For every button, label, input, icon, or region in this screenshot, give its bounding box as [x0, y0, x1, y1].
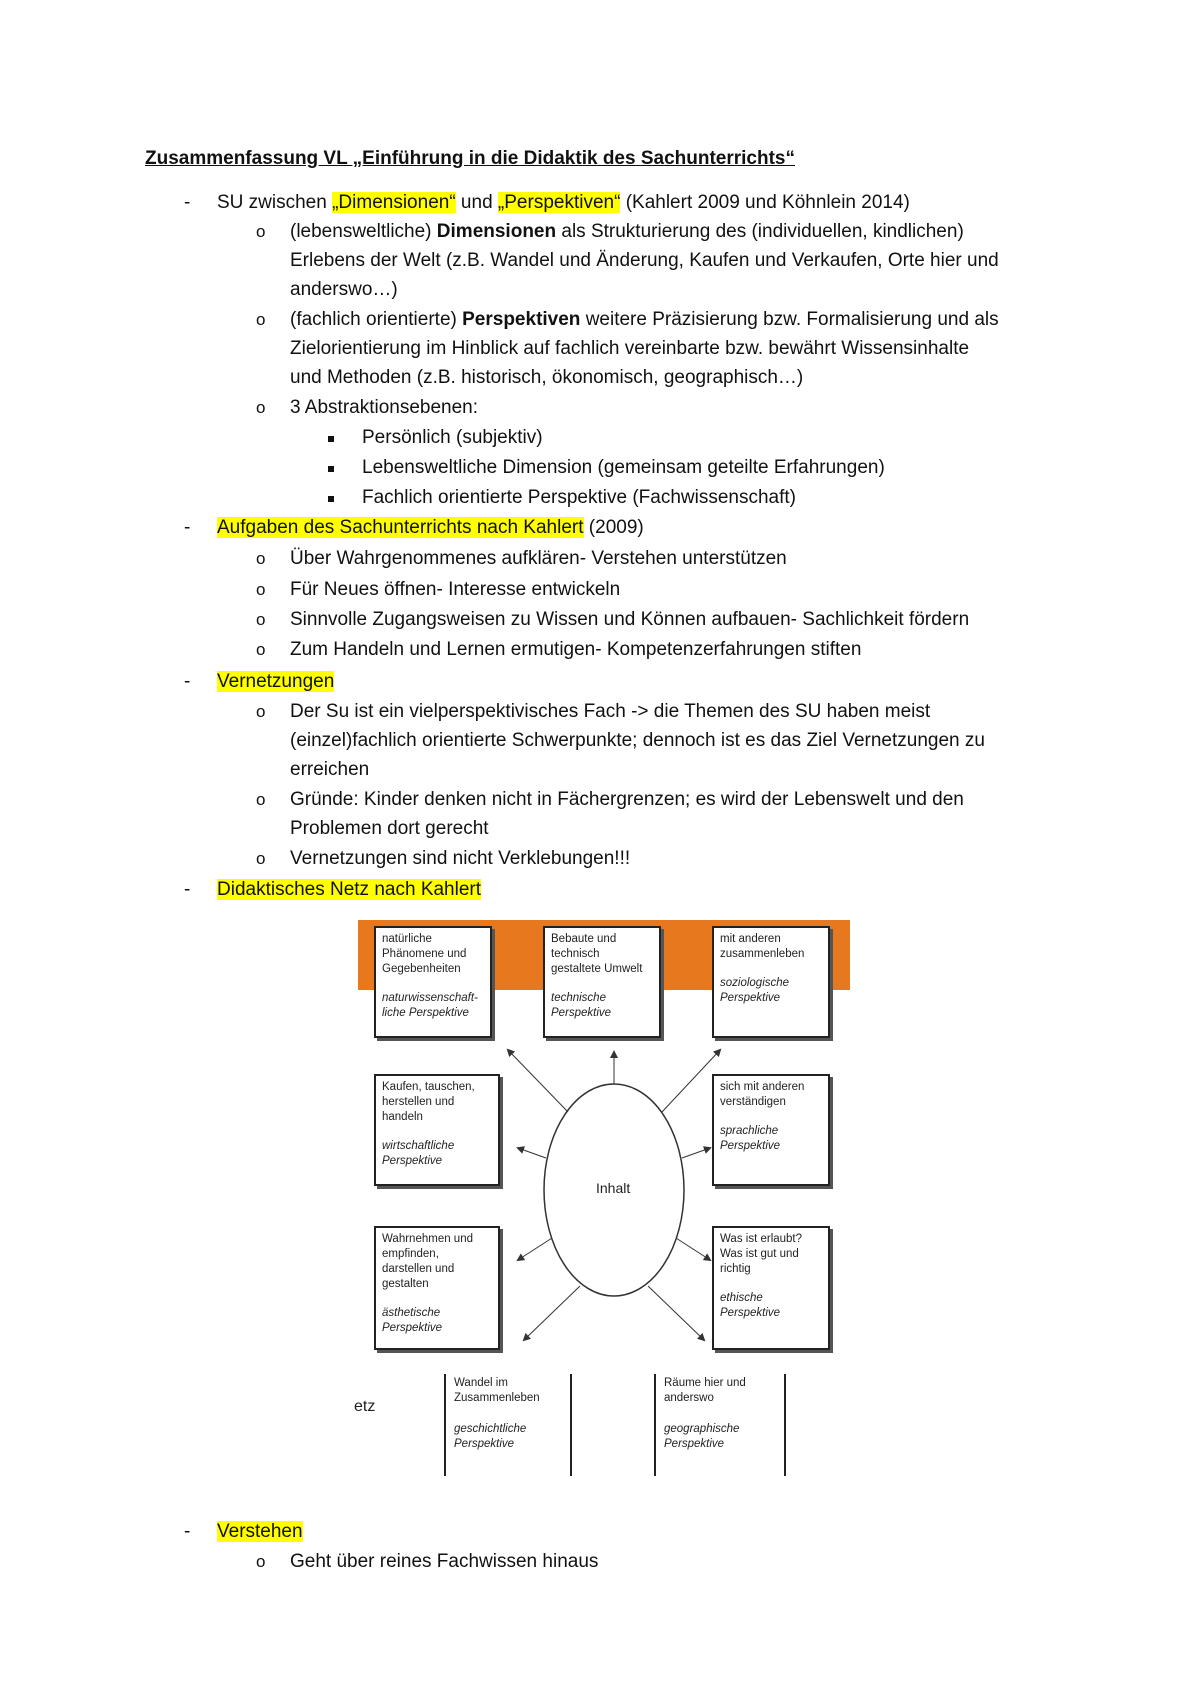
center-label-inhalt: Inhalt — [596, 1180, 631, 1196]
persp-text: Perspektive — [664, 1438, 725, 1450]
box-text: verständigen — [720, 1096, 786, 1108]
arrow — [648, 1286, 704, 1340]
persp-text: Perspektive — [454, 1438, 515, 1450]
box-text: Räume hier und — [664, 1377, 746, 1389]
box-text: Bebaute und — [551, 933, 617, 945]
persp-text: Perspektive — [720, 1140, 781, 1152]
box-soziologisch — [712, 926, 830, 1038]
box-sprachlich — [712, 1074, 830, 1186]
text: SU zwischen — [217, 192, 333, 213]
dash-bullet: - — [184, 192, 191, 213]
list-item — [290, 306, 999, 334]
list-item: Geht über reines Fachwissen hinaus — [290, 1551, 599, 1572]
persp-text: liche Perspektive — [382, 1007, 469, 1019]
box-wirtschaftlich — [374, 1074, 500, 1186]
list-item: Sinnvolle Zugangsweisen zu Wissen und Können aufbauen- Sachlichkeit fördern — [290, 609, 970, 630]
persp-text: Perspektive — [382, 1322, 443, 1334]
circle-bullet: o — [256, 702, 266, 721]
box-perspective — [720, 1124, 822, 1154]
list-item: 3 Abstraktionsebenen: — [290, 397, 479, 418]
list-item: Der Su ist ein vielperspektivisches Fach -> die Themen des SU haben meist — [290, 701, 931, 722]
section-aufgaben — [217, 514, 644, 542]
box-text: Was ist gut und — [720, 1248, 799, 1260]
circle-bullet: o — [256, 1552, 266, 1571]
arrow — [518, 1148, 546, 1158]
persp-text: Perspektive — [382, 1155, 443, 1167]
highlight-dimensionen: „Dimensionen“ — [332, 192, 456, 213]
text: weitere Präzisierung bzw. Formalisierung und als — [580, 309, 999, 330]
box-perspective — [382, 1139, 492, 1169]
text: (2009) — [583, 517, 644, 538]
list-item: Vernetzungen sind nicht Verklebungen!!! — [290, 848, 631, 869]
text: (lebensweltliche) — [290, 221, 437, 242]
list-item-cont: erreichen — [290, 759, 370, 780]
persp-text: Perspektive — [720, 992, 781, 1004]
box-text: Wahrnehmen und — [382, 1233, 473, 1245]
box-text: richtig — [720, 1263, 751, 1275]
circle-bullet: o — [256, 310, 266, 329]
box-technisch — [543, 926, 661, 1038]
text: (Kahlert 2009 und Köhnlein 2014) — [620, 192, 910, 213]
box-text: handeln — [382, 1111, 423, 1123]
persp-text: Perspektive — [551, 1007, 612, 1019]
box-perspective — [382, 1306, 492, 1336]
box-text: Was ist erlaubt? — [720, 1233, 803, 1245]
list-item: Für Neues öffnen- Interesse entwickeln — [290, 579, 621, 600]
dash-bullet: - — [184, 1521, 191, 1542]
box-text: darstellen und — [382, 1263, 455, 1275]
box-perspective — [382, 991, 484, 1021]
arrow — [508, 1050, 568, 1112]
box-text: mit anderen — [720, 933, 781, 945]
box-text: sich mit anderen — [720, 1081, 805, 1093]
box-text: anderswo — [664, 1392, 714, 1404]
highlight-perspektiven: „Perspektiven“ — [497, 192, 621, 213]
section-dimensionen-perspektiven — [217, 189, 910, 217]
box-text: Zusammenleben — [454, 1392, 540, 1404]
sub-list-item: Persönlich (subjektiv) — [362, 427, 543, 448]
square-bullet — [328, 436, 334, 442]
dash-bullet: - — [184, 879, 191, 900]
box-perspective — [664, 1422, 776, 1452]
box-text: Gegebenheiten — [382, 963, 461, 975]
circle-bullet: o — [256, 398, 266, 417]
box-perspective — [551, 991, 653, 1021]
list-item-cont: anderswo…) — [290, 279, 398, 300]
list-item-cont: Problemen dort gerecht — [290, 818, 489, 839]
circle-bullet: o — [256, 849, 266, 868]
page-title: Zusammenfassung VL „Einführung in die Didaktik des Sachunterrichts“ — [145, 148, 795, 169]
section-verstehen — [217, 1518, 303, 1546]
sub-list-item: Fachlich orientierte Perspektive (Fachwissenschaft) — [362, 487, 797, 508]
text: als Strukturierung des (individuellen, kindlichen) — [556, 221, 964, 242]
dash-bullet: - — [184, 517, 191, 538]
persp-text: ethische — [720, 1292, 763, 1304]
persp-text: wirtschaftliche — [382, 1140, 455, 1152]
persp-text: naturwissenschaft- — [382, 992, 478, 1004]
persp-text: soziologische — [720, 977, 790, 989]
box-text: technisch — [551, 948, 600, 960]
sub-list-item: Lebensweltliche Dimension (gemeinsam geteilte Erfahrungen) — [362, 457, 885, 478]
box-text: empfinden, — [382, 1248, 439, 1260]
square-bullet — [328, 466, 334, 472]
cropped-text-fragment: etz — [354, 1398, 376, 1415]
highlight-vernetzungen: Vernetzungen — [217, 671, 335, 692]
arrow — [676, 1238, 710, 1260]
persp-text: technische — [551, 992, 606, 1004]
box-perspective — [454, 1422, 562, 1452]
persp-text: sprachliche — [720, 1125, 779, 1137]
list-item-cont: und Methoden (z.B. historisch, ökonomisch, geographisch…) — [290, 367, 804, 388]
list-item — [290, 218, 964, 246]
persp-text: Perspektive — [720, 1307, 781, 1319]
box-text: herstellen und — [382, 1096, 455, 1108]
persp-text: ästhetische — [382, 1307, 441, 1319]
list-item-cont: (einzel)fachlich orientierte Schwerpunkte; dennoch ist es das Ziel Vernetzungen zu — [290, 730, 985, 751]
circle-bullet: o — [256, 580, 266, 599]
list-item: Zum Handeln und Lernen ermutigen- Kompetenzerfahrungen stiften — [290, 639, 862, 660]
box-naturwissenschaftlich — [374, 926, 492, 1038]
list-item: Gründe: Kinder denken nicht in Fächergrenzen; es wird der Lebenswelt und den — [290, 789, 964, 810]
box-text: natürliche — [382, 933, 432, 945]
highlight-verstehen: Verstehen — [217, 1521, 303, 1542]
highlight-aufgaben: Aufgaben des Sachunterrichts nach Kahlert — [217, 517, 584, 538]
highlight-didaktisches-netz: Didaktisches Netz nach Kahlert — [217, 879, 482, 900]
list-item-cont: Zielorientierung im Hinblick auf fachlich vereinbarte bzw. bewährt Wissensinhalte — [290, 338, 970, 359]
list-item: Über Wahrgenommenes aufklären- Verstehen unterstützen — [290, 548, 787, 569]
circle-bullet: o — [256, 222, 266, 241]
box-text: Phänomene und — [382, 948, 467, 960]
persp-text: geschichtliche — [454, 1423, 527, 1435]
box-ethisch — [712, 1226, 830, 1350]
box-perspective — [720, 976, 822, 1006]
text: und — [455, 192, 498, 213]
box-text: gestaltete Umwelt — [551, 963, 643, 975]
circle-bullet: o — [256, 549, 266, 568]
list-item-cont: Erlebens der Welt (z.B. Wandel und Änderung, Kaufen und Verkaufen, Orte hier und — [290, 250, 999, 271]
circle-bullet: o — [256, 610, 266, 629]
section-vernetzungen — [217, 668, 334, 696]
box-text: Kaufen, tauschen, — [382, 1081, 475, 1093]
box-text: zusammenleben — [720, 948, 805, 960]
box-aesthetisch — [374, 1226, 500, 1350]
bold-text: Perspektiven — [462, 309, 581, 330]
text: (fachlich orientierte) — [290, 309, 463, 330]
persp-text: geographische — [664, 1423, 740, 1435]
box-text: gestalten — [382, 1278, 429, 1290]
didaktisches-netz-diagram — [354, 920, 850, 1480]
bold-text: Dimensionen — [436, 221, 557, 242]
square-bullet — [328, 496, 334, 502]
box-geographisch — [654, 1374, 786, 1476]
box-geschichtlich — [444, 1374, 572, 1476]
box-text: Wandel im — [454, 1377, 508, 1389]
section-didaktisches-netz — [217, 876, 481, 904]
circle-bullet: o — [256, 640, 266, 659]
arrow — [682, 1148, 710, 1158]
arrow — [518, 1238, 552, 1260]
arrow — [524, 1286, 580, 1340]
box-perspective — [720, 1291, 822, 1321]
dash-bullet: - — [184, 671, 191, 692]
circle-bullet: o — [256, 790, 266, 809]
